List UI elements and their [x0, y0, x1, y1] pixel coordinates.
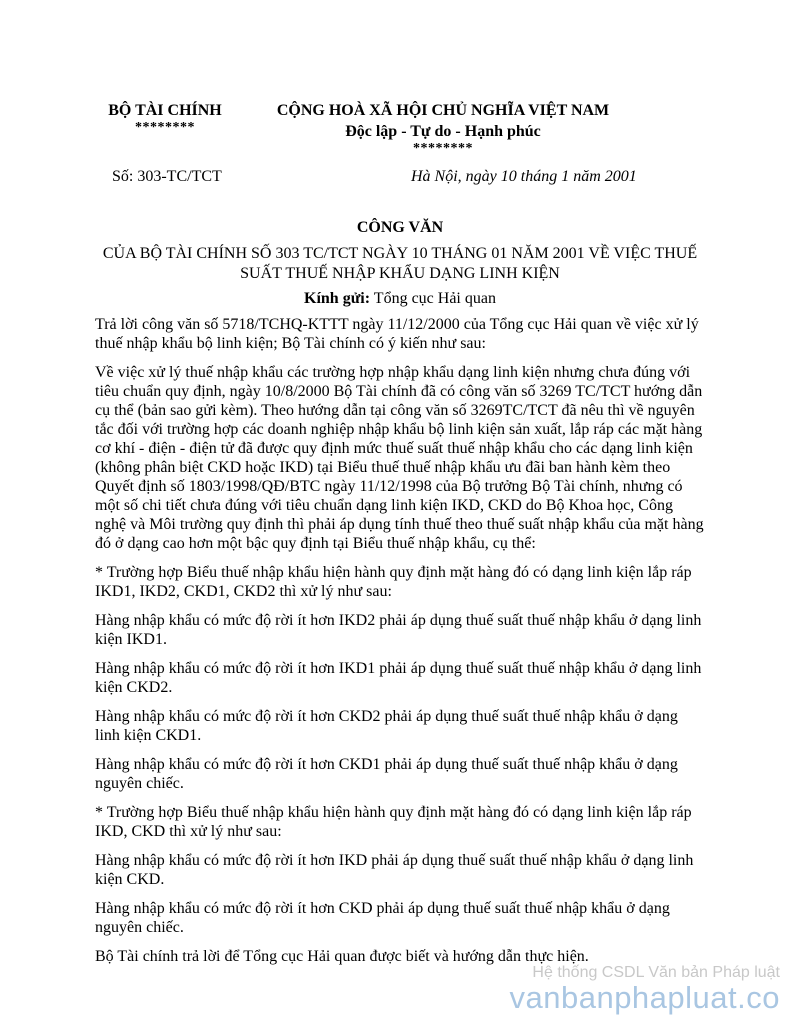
- document-type: CÔNG VĂN: [356, 219, 444, 236]
- body-paragraph: Hàng nhập khẩu có mức độ rời ít hơn IKD1 phải áp dụng thuế suất thuế nhập khẩu ở dạng linh kiện CKD2.: [95, 660, 702, 696]
- body-paragraph: Hàng nhập khẩu có mức độ rời ít hơn IKD phải áp dụng thuế suất thuế nhập khẩu ở dạng linh kiện CKD.: [95, 852, 694, 888]
- document-title: CỦA BỘ TÀI CHÍNH SỐ 303 TC/TCT NGÀY 10 THÁNG 01 NĂM 2001 VỀ VIỆC THUẾ SUẤT THUẾ NHẬP KHẨU DẠNG LINH KIỆN: [102, 245, 698, 282]
- national-heading: [268, 100, 618, 156]
- recipient-line: [0, 290, 800, 308]
- body-paragraph: Hàng nhập khẩu có mức độ rời ít hơn CKD2 phải áp dụng thuế suất thuế nhập khẩu ở dạng linh kiện CKD1.: [95, 708, 678, 744]
- watermark-site: vanbanphapluat.co: [509, 980, 780, 1015]
- national-motto: Độc lập - Tự do - Hạnh phúc: [345, 123, 541, 140]
- watermark-caption: Hệ thống CSDL Văn bản Pháp luật: [532, 964, 780, 981]
- document-body: [95, 315, 705, 976]
- recipient-label: Kính gửi:: [304, 290, 371, 307]
- body-paragraph: Hàng nhập khẩu có mức độ rời ít hơn CKD phải áp dụng thuế suất thuế nhập khẩu ở dạng nguyên chiếc.: [95, 900, 670, 936]
- place-date: Hà Nội, ngày 10 tháng 1 năm 2001: [411, 168, 637, 185]
- recipient-name: Tổng cục Hải quan: [373, 290, 496, 307]
- body-paragraph: * Trường hợp Biểu thuế nhập khẩu hiện hành quy định mặt hàng đó có dạng linh kiện lắp ráp IKD1, IKD2, CKD1, CKD2 thì xử lý như sau:: [95, 564, 692, 600]
- motto-stars: ********: [413, 141, 473, 156]
- document-number: Số: 303-TC/TCT: [112, 168, 222, 185]
- agency-block: [95, 100, 235, 135]
- agency-name: BỘ TÀI CHÍNH: [108, 102, 222, 119]
- body-paragraph: * Trường hợp Biểu thuế nhập khẩu hiện hành quy định mặt hàng đó có dạng linh kiện lắp ráp IKD, CKD thì xử lý như sau:: [95, 804, 692, 840]
- body-paragraph: Trả lời công văn số 5718/TCHQ-KTTT ngày 11/12/2000 của Tổng cục Hải quan về việc xử lý thuế nhập khẩu bộ linh kiện; Bộ Tài chính có ý kiến như sau:: [95, 316, 699, 352]
- body-paragraph: Bộ Tài chính trả lời để Tổng cục Hải quan được biết và hướng dẫn thực hiện.: [95, 948, 589, 965]
- country-name: CỘNG HOÀ XÃ HỘI CHỦ NGHĨA VIỆT NAM: [276, 102, 610, 119]
- body-paragraph: Hàng nhập khẩu có mức độ rời ít hơn IKD2 phải áp dụng thuế suất thuế nhập khẩu ở dạng linh kiện IKD1.: [95, 612, 702, 648]
- agency-stars: ********: [135, 120, 195, 135]
- body-paragraph: Về việc xử lý thuế nhập khẩu các trường hợp nhập khẩu dạng linh kiện nhưng chưa đúng với tiêu chuẩn quy định, ngày 10/8/2000 Bộ Tài chính đã có công văn số 3269 TC/TCT hướng dẫn cụ thể (bản sao gửi kèm). Theo hướng dẫn tại công văn số 3269TC/TCT đã nêu thì về nguyên tắc đối với trường hợp các doanh nghiệp nhập khẩu bộ linh kiện sản xuất, lắp ráp các mặt hàng cơ khí - điện - điện tử đã được quy định mức thuế suất thuế nhập khẩu cho các dạng linh kiện (không phân biệt CKD hoặc IKD) tại Biểu thuế thuế nhập khẩu ưu đãi ban hành kèm theo Quyết định số 1803/1998/QĐ/BTC ngày 11/12/1998 của Bộ trưởng Bộ Tài chính, nhưng có một số chi tiết chưa đúng với tiêu chuẩn dạng linh kiện IKD, CKD do Bộ Khoa học, Công nghệ và Môi trường quy định thì phải áp dụng tính thuế theo thuế suất nhập khẩu của mặt hàng đó ở dạng cao hơn một bậc quy định tại Biểu thuế nhập khẩu, cụ thể:: [95, 364, 704, 552]
- body-paragraph: Hàng nhập khẩu có mức độ rời ít hơn CKD1 phải áp dụng thuế suất thuế nhập khẩu ở dạng nguyên chiếc.: [95, 756, 678, 792]
